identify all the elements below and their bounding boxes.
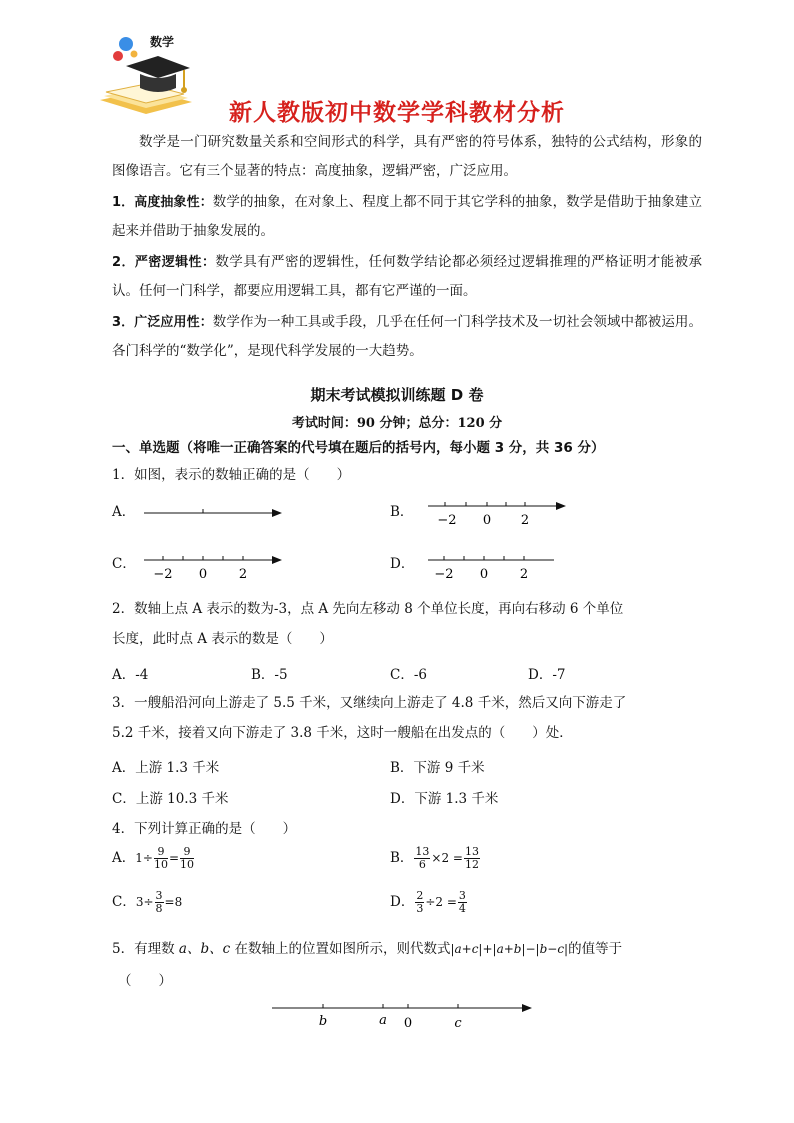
q3-option-d: D．下游 1.3 千米 <box>390 791 499 807</box>
q5-label-b: b <box>318 1014 328 1029</box>
q2-option-b: B．-5 <box>251 667 288 683</box>
q4a-frac2: $\frac{9}{10}$ <box>180 845 195 871</box>
q5-stem-vars: a、b、c <box>178 941 231 957</box>
question-5-stem <box>112 934 702 964</box>
q4-option-d <box>390 890 468 915</box>
feature-2 <box>112 248 702 306</box>
feature-1-label: 1．高度抽象性： <box>112 195 213 210</box>
q1d-tick-2: 2 <box>519 567 529 582</box>
q1b-tick-2: 2 <box>520 513 530 528</box>
q1-option-a-numberline <box>140 500 285 526</box>
q4-option-a <box>112 846 195 871</box>
feature-3-label: 3．广泛应用性： <box>112 315 213 330</box>
question-3-stem-line2: 5.2 千米，接着又向下游走了 3.8 千米，这时一艘船在出发点的（ ）处． <box>112 725 573 741</box>
q2-option-a: A．-4 <box>112 667 149 683</box>
q1-option-d-label: D． <box>390 556 415 572</box>
q1c-tick-neg2: −2 <box>153 567 173 582</box>
q4c-frac: $\frac{3}{8}$ <box>155 889 163 915</box>
q1-option-b-label: B． <box>390 504 414 520</box>
page-title: 新人教版初中数学学科教材分析 <box>229 100 565 126</box>
q4d-frac1: $\frac{2}{3}$ <box>416 889 424 915</box>
q5-label-c: c <box>454 1016 462 1031</box>
feature-3-text: 数学作为一种工具或手段，几乎在任何一门科学技术及一切社会领域中都被运用。各门科学的“数学化”，是现代科学发展的一大趋势。 <box>112 314 702 359</box>
q2-option-d: D．-7 <box>528 667 566 683</box>
logo-subject-label: 数学 <box>150 35 175 49</box>
q1-option-c-numberline <box>140 548 290 582</box>
feature-1-text: 数学的抽象，在对象上、程度上都不同于其它学科的抽象，数学是借助于抽象建立起来并借助于抽象发展的。 <box>112 194 702 239</box>
q5-stem-post: 的值等于 <box>568 941 623 957</box>
q2-option-c: C．-6 <box>390 667 427 683</box>
feature-1 <box>112 188 702 246</box>
q5-expression: |a+c|+|a+b|−|b−c| <box>450 942 569 956</box>
q5-stem-pre: 5．有理数 <box>112 941 179 957</box>
q1-option-c-label: C． <box>112 556 136 572</box>
q5-label-a: a <box>379 1013 387 1028</box>
q1-option-a-label: A． <box>112 504 136 520</box>
q4a-frac1: $\frac{9}{10}$ <box>153 845 168 871</box>
question-1-stem: 1．如图，表示的数轴正确的是（ ） <box>112 467 351 483</box>
feature-2-text: 数学具有严密的逻辑性，任何数学结论都必须经过逻辑推理的严格证明才能被承认。任何一门科学，都要应用逻辑工具，都有它严谨的一面。 <box>112 254 703 299</box>
q4d-label: D． <box>390 894 415 910</box>
question-2-stem-line1: 2．数轴上点 A 表示的数为-3，点 A 先向左移动 8 个单位长度，再向右移动 6 个单位 <box>112 601 624 617</box>
q4a-label: A． <box>112 850 136 866</box>
q4c-label: C． <box>112 894 136 910</box>
exam-info: 考试时间：90 分钟；总分：120 分 <box>291 416 503 431</box>
q1c-tick-0: 0 <box>198 567 208 582</box>
q1-option-d-numberline <box>420 548 570 582</box>
question-2-stem-line2: 长度，此时点 A 表示的数是（ ） <box>112 631 333 647</box>
q1c-tick-2: 2 <box>238 567 248 582</box>
q4-option-b <box>390 846 481 871</box>
q4c-post: =8 <box>164 895 183 909</box>
q5-label-zero: 0 <box>403 1016 413 1031</box>
q4a-eq: = <box>168 851 180 865</box>
q4c-pre: 3÷ <box>135 895 154 909</box>
feature-2-label: 2．严密逻辑性： <box>112 255 216 270</box>
q4d-mid: ÷2 = <box>425 895 457 909</box>
section-heading: 一、单选题（将唯一正确答案的代号填在题后的括号内，每小题 3 分，共 36 分） <box>112 440 605 456</box>
q1b-tick-neg2: −2 <box>437 513 457 528</box>
q4-option-c <box>112 890 182 915</box>
exam-title: 期末考试模拟训练题 D 卷 <box>310 386 484 404</box>
intro-paragraph: 数学是一门研究数量关系和空间形式的科学，具有严密的符号体系，独特的公式结构，形象的图像语言。它有三个显著的特点：高度抽象，逻辑严密，广泛应用。 <box>112 134 702 179</box>
q4b-label: B． <box>390 850 414 866</box>
q1d-tick-0: 0 <box>479 567 489 582</box>
q5-stem-mid: 在数轴上的位置如图所示，则代数式 <box>230 941 451 957</box>
q1b-tick-0: 0 <box>482 513 492 528</box>
question-4-stem: 4．下列计算正确的是（ ） <box>112 821 297 837</box>
q4b-frac1: $\frac{13}{6}$ <box>415 845 430 871</box>
q5-numberline <box>270 996 540 1032</box>
q4d-frac2: $\frac{3}{4}$ <box>458 889 466 915</box>
question-3-stem-line1: 3．一艘船沿河向上游走了 5.5 千米，又继续向上游走了 4.8 千米，然后又向下游走了 <box>112 695 627 711</box>
q4b-mid: ×2 = <box>431 851 463 865</box>
q4b-frac2: $\frac{13}{12}$ <box>464 845 479 871</box>
q3-option-c: C．上游 10.3 千米 <box>112 791 229 807</box>
q3-option-b: B．下游 9 千米 <box>390 760 485 776</box>
feature-3 <box>112 308 702 366</box>
q3-option-a: A．上游 1.3 千米 <box>112 760 220 776</box>
q1d-tick-neg2: −2 <box>434 567 454 582</box>
q4a-pre: 1÷ <box>135 851 153 865</box>
question-5-paren: （ ） <box>118 973 172 989</box>
q1-option-b-numberline <box>420 494 570 528</box>
